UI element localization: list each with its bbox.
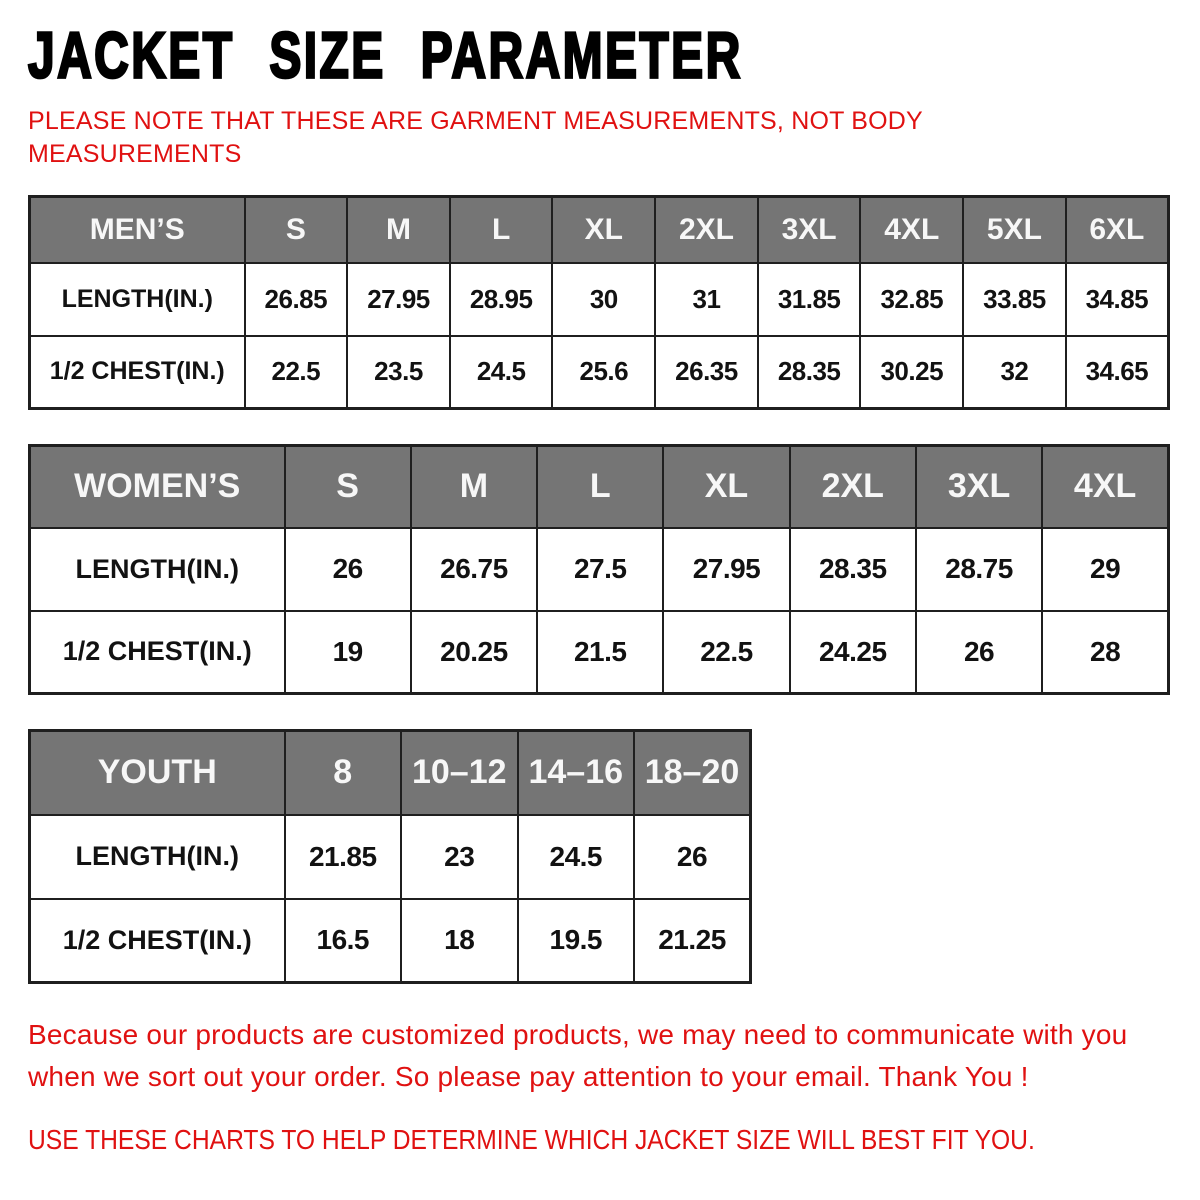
value-cell: 33.85 (963, 263, 1066, 336)
value-cell: 32.85 (860, 263, 963, 336)
value-cell: 30.25 (860, 336, 963, 409)
size-header-cell: 4XL (860, 197, 963, 263)
value-cell: 21.85 (285, 815, 402, 899)
size-header-cell: 6XL (1066, 197, 1169, 263)
youth-header-row (30, 731, 751, 815)
size-header-cell: 3XL (916, 446, 1042, 528)
use-charts-note: USE THESE CHARTS TO HELP DETERMINE WHICH JACKET SIZE WILL BEST FIT YOU. (28, 1124, 1035, 1155)
value-cell: 20.25 (411, 611, 537, 694)
value-cell: 27.95 (347, 263, 450, 336)
youth-length-row (30, 815, 751, 899)
value-cell: 29 (1042, 528, 1168, 611)
size-header-cell: S (245, 197, 348, 263)
value-cell: 26.85 (245, 263, 348, 336)
garment-measurement-note: PLEASE NOTE THAT THESE ARE GARMENT MEASUREMENTS, NOT BODY MEASUREMENTS (28, 107, 923, 168)
mens-header-row (30, 197, 1169, 263)
row-label: LENGTH(IN.) (30, 815, 285, 899)
row-label: LENGTH(IN.) (30, 528, 285, 611)
value-cell: 18 (401, 899, 518, 983)
size-header-cell: M (411, 446, 537, 528)
value-cell: 26 (634, 815, 751, 899)
size-header-cell: S (285, 446, 411, 528)
value-cell: 34.85 (1066, 263, 1169, 336)
value-cell: 27.5 (537, 528, 663, 611)
value-cell: 24.5 (518, 815, 635, 899)
row-label: LENGTH(IN.) (30, 263, 245, 336)
value-cell: 31.85 (758, 263, 861, 336)
womens-table-title: WOMEN’S (30, 446, 285, 528)
value-cell: 21.25 (634, 899, 751, 983)
size-header-cell: 3XL (758, 197, 861, 263)
value-cell: 26 (285, 528, 411, 611)
value-cell: 28.75 (916, 528, 1042, 611)
value-cell: 22.5 (663, 611, 789, 694)
value-cell: 26 (916, 611, 1042, 694)
womens-size-table (28, 444, 1170, 695)
size-header-cell: XL (552, 197, 655, 263)
womens-length-row (30, 528, 1169, 611)
size-header-cell: 10–12 (401, 731, 518, 815)
value-cell: 28 (1042, 611, 1168, 694)
mens-size-table (28, 195, 1170, 410)
value-cell: 30 (552, 263, 655, 336)
value-cell: 21.5 (537, 611, 663, 694)
womens-chest-row (30, 611, 1169, 694)
value-cell: 23 (401, 815, 518, 899)
value-cell: 19 (285, 611, 411, 694)
value-cell: 31 (655, 263, 758, 336)
size-header-cell: XL (663, 446, 789, 528)
value-cell: 19.5 (518, 899, 635, 983)
value-cell: 26.75 (411, 528, 537, 611)
value-cell: 32 (963, 336, 1066, 409)
youth-size-table (28, 729, 752, 984)
row-label: 1/2 CHEST(IN.) (30, 336, 245, 409)
womens-header-row (30, 446, 1169, 528)
value-cell: 27.95 (663, 528, 789, 611)
size-header-cell: 5XL (963, 197, 1066, 263)
youth-chest-row (30, 899, 751, 983)
page-title: JACKET SIZE PARAMETER (28, 19, 743, 92)
customized-products-note: Because our products are customized products, we may need to communicate with you when we sort out your order. So please pay attention to your email. Thank You ! (28, 1019, 1128, 1092)
value-cell: 24.25 (790, 611, 916, 694)
value-cell: 25.6 (552, 336, 655, 409)
youth-table-title: YOUTH (30, 731, 285, 815)
value-cell: 28.35 (790, 528, 916, 611)
row-label: 1/2 CHEST(IN.) (30, 611, 285, 694)
size-header-cell: L (450, 197, 553, 263)
mens-chest-row (30, 336, 1169, 409)
size-header-cell: M (347, 197, 450, 263)
size-header-cell: 4XL (1042, 446, 1168, 528)
mens-table-title: MEN’S (30, 197, 245, 263)
size-header-cell: 2XL (790, 446, 916, 528)
size-header-cell: L (537, 446, 663, 528)
row-label: 1/2 CHEST(IN.) (30, 899, 285, 983)
value-cell: 26.35 (655, 336, 758, 409)
size-header-cell: 8 (285, 731, 402, 815)
mens-length-row (30, 263, 1169, 336)
value-cell: 22.5 (245, 336, 348, 409)
size-header-cell: 14–16 (518, 731, 635, 815)
value-cell: 28.95 (450, 263, 553, 336)
value-cell: 28.35 (758, 336, 861, 409)
value-cell: 16.5 (285, 899, 402, 983)
value-cell: 23.5 (347, 336, 450, 409)
size-header-cell: 2XL (655, 197, 758, 263)
value-cell: 34.65 (1066, 336, 1169, 409)
size-header-cell: 18–20 (634, 731, 751, 815)
value-cell: 24.5 (450, 336, 553, 409)
